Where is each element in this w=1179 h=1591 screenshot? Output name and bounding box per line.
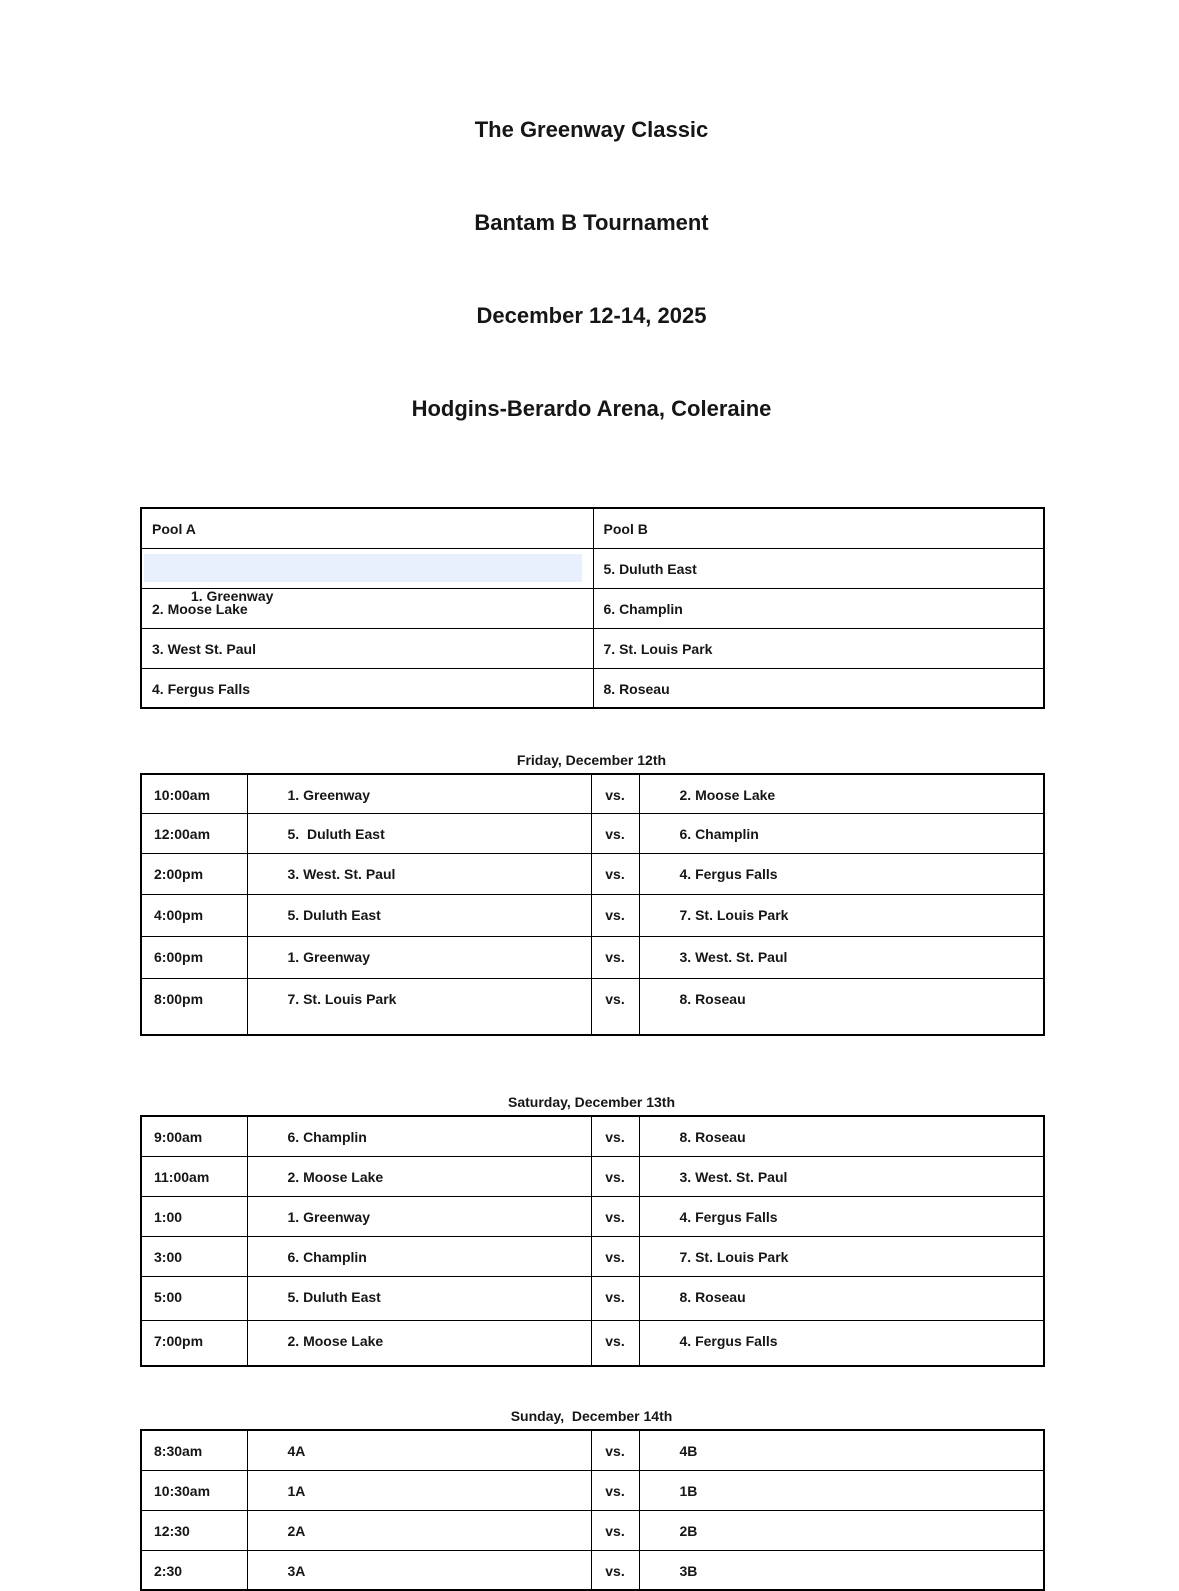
title-line-dates: December 12-14, 2025 xyxy=(476,303,707,328)
vs-label: vs. xyxy=(591,1116,639,1156)
pool-a-team-2: 2. Moose Lake xyxy=(141,588,593,628)
home-team: 2. Moose Lake xyxy=(247,1320,591,1366)
pool-table xyxy=(140,507,1045,709)
game-time: 4:00pm xyxy=(141,894,247,936)
game-time: 6:00pm xyxy=(141,936,247,978)
game-row xyxy=(141,1196,1044,1236)
pool-b-team-5: 5. Duluth East xyxy=(593,548,1044,588)
home-team: 1. Greenway xyxy=(247,1196,591,1236)
home-team: 6. Champlin xyxy=(247,1116,591,1156)
game-time: 11:00am xyxy=(141,1156,247,1196)
home-team: 7. St. Louis Park xyxy=(247,978,591,1035)
title-line-event: The Greenway Classic xyxy=(474,117,709,142)
document-page xyxy=(140,0,1043,1591)
home-team: 5. Duluth East xyxy=(247,1276,591,1320)
pool-b-team-6: 6. Champlin xyxy=(593,588,1044,628)
vs-label: vs. xyxy=(591,894,639,936)
game-time: 9:00am xyxy=(141,1116,247,1156)
title-line-division: Bantam B Tournament xyxy=(474,210,709,235)
saturday-schedule-title: Saturday, December 13th xyxy=(507,1094,676,1110)
away-team: 2. Moose Lake xyxy=(639,774,1044,813)
home-team: 1. Greenway xyxy=(247,774,591,813)
game-row xyxy=(141,1510,1044,1550)
game-time: 1:00 xyxy=(141,1196,247,1236)
title-line-venue: Hodgins-Berardo Arena, Coleraine xyxy=(411,396,772,421)
home-team: 3A xyxy=(247,1550,591,1590)
pool-a-team-3: 3. West St. Paul xyxy=(141,628,593,668)
vs-label: vs. xyxy=(591,853,639,894)
friday-schedule-title: Friday, December 12th xyxy=(516,752,667,768)
pool-a-team-1: 1. Greenway xyxy=(190,587,274,604)
game-time: 2:30 xyxy=(141,1550,247,1590)
game-row xyxy=(141,1470,1044,1510)
pool-b-header: Pool B xyxy=(593,508,1044,548)
game-row xyxy=(141,1276,1044,1320)
away-team: 4B xyxy=(639,1430,1044,1470)
game-time: 10:00am xyxy=(141,774,247,813)
game-row xyxy=(141,1156,1044,1196)
game-row xyxy=(141,936,1044,978)
home-team: 1. Greenway xyxy=(247,936,591,978)
vs-label: vs. xyxy=(591,1236,639,1276)
pool-a-team-1-cell xyxy=(141,548,593,604)
pool-b-team-7: 7. St. Louis Park xyxy=(593,628,1044,668)
game-row xyxy=(141,1550,1044,1590)
away-team: 4. Fergus Falls xyxy=(639,1320,1044,1366)
pool-a-team-4: 4. Fergus Falls xyxy=(141,668,593,708)
away-team: 2B xyxy=(639,1510,1044,1550)
vs-label: vs. xyxy=(591,813,639,853)
game-row xyxy=(141,774,1044,813)
game-row xyxy=(141,853,1044,894)
vs-label: vs. xyxy=(591,1276,639,1320)
game-time: 3:00 xyxy=(141,1236,247,1276)
vs-label: vs. xyxy=(591,936,639,978)
game-row xyxy=(141,1430,1044,1470)
game-row xyxy=(141,1320,1044,1366)
home-team: 5. Duluth East xyxy=(247,813,591,853)
away-team: 4. Fergus Falls xyxy=(639,853,1044,894)
away-team: 8. Roseau xyxy=(639,978,1044,1035)
away-team: 7. St. Louis Park xyxy=(639,894,1044,936)
game-time: 8:30am xyxy=(141,1430,247,1470)
game-row xyxy=(141,1116,1044,1156)
home-team: 2. Moose Lake xyxy=(247,1156,591,1196)
pool-header-row xyxy=(141,508,1044,548)
vs-label: vs. xyxy=(591,978,639,1035)
game-time: 12:30 xyxy=(141,1510,247,1550)
away-team: 3. West. St. Paul xyxy=(639,1156,1044,1196)
vs-label: vs. xyxy=(591,1430,639,1470)
sunday-schedule-table xyxy=(140,1429,1045,1591)
away-team: 8. Roseau xyxy=(639,1116,1044,1156)
away-team: 1B xyxy=(639,1470,1044,1510)
game-row xyxy=(141,894,1044,936)
vs-label: vs. xyxy=(591,1510,639,1550)
game-time: 2:00pm xyxy=(141,853,247,894)
pool-row xyxy=(141,628,1044,668)
away-team: 7. St. Louis Park xyxy=(639,1236,1044,1276)
home-team: 4A xyxy=(247,1430,591,1470)
game-time: 7:00pm xyxy=(141,1320,247,1366)
pool-b-team-8: 8. Roseau xyxy=(593,668,1044,708)
home-team: 6. Champlin xyxy=(247,1236,591,1276)
home-team: 2A xyxy=(247,1510,591,1550)
home-team: 3. West. St. Paul xyxy=(247,853,591,894)
game-time: 5:00 xyxy=(141,1276,247,1320)
saturday-schedule-table xyxy=(140,1115,1045,1367)
document-title xyxy=(140,0,1043,486)
pool-row xyxy=(141,668,1044,708)
vs-label: vs. xyxy=(591,1550,639,1590)
game-row xyxy=(141,1236,1044,1276)
away-team: 3. West. St. Paul xyxy=(639,936,1044,978)
game-row xyxy=(141,978,1044,1035)
vs-label: vs. xyxy=(591,1470,639,1510)
friday-schedule-table xyxy=(140,773,1045,1036)
pool-row xyxy=(141,548,1044,588)
sunday-schedule-title: Sunday, December 14th xyxy=(510,1408,673,1424)
vs-label: vs. xyxy=(591,1320,639,1366)
vs-label: vs. xyxy=(591,774,639,813)
away-team: 8. Roseau xyxy=(639,1276,1044,1320)
home-team: 1A xyxy=(247,1470,591,1510)
game-time: 8:00pm xyxy=(141,978,247,1035)
home-team: 5. Duluth East xyxy=(247,894,591,936)
game-row xyxy=(141,813,1044,853)
game-time: 10:30am xyxy=(141,1470,247,1510)
pool-a-header: Pool A xyxy=(141,508,593,548)
away-team: 3B xyxy=(639,1550,1044,1590)
vs-label: vs. xyxy=(591,1196,639,1236)
vs-label: vs. xyxy=(591,1156,639,1196)
pool-row xyxy=(141,588,1044,628)
game-time: 12:00am xyxy=(141,813,247,853)
away-team: 4. Fergus Falls xyxy=(639,1196,1044,1236)
away-team: 6. Champlin xyxy=(639,813,1044,853)
selection-highlight xyxy=(144,554,582,604)
